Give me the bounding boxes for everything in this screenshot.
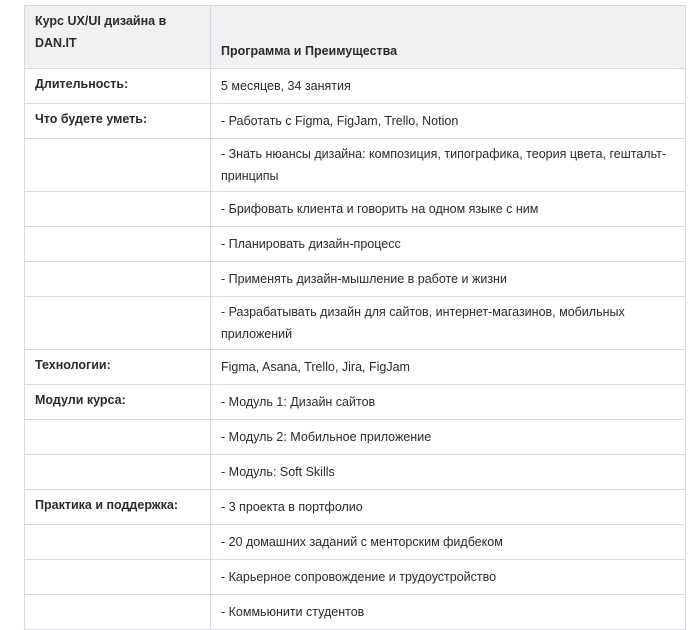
- row-value: - Знать нюансы дизайна: композиция, типографика, теория цвета, гештальт-принципы: [211, 139, 686, 192]
- row-label: Технологии:: [25, 350, 211, 385]
- table-row: [25, 139, 686, 192]
- row-value: - Планировать дизайн-процесс: [211, 227, 686, 262]
- row-value: - Коммьюнити студентов: [211, 595, 686, 630]
- row-label: [25, 420, 211, 455]
- row-label: [25, 297, 211, 350]
- row-label: Длительность:: [25, 69, 211, 104]
- row-label: [25, 455, 211, 490]
- table-row: [25, 385, 686, 420]
- row-value: - 20 домашних заданий с менторским фидбеком: [211, 525, 686, 560]
- row-label: [25, 262, 211, 297]
- row-label: [25, 227, 211, 262]
- row-value: - Работать с Figma, FigJam, Trello, Notion: [211, 104, 686, 139]
- row-value: - Применять дизайн-мышление в работе и жизни: [211, 262, 686, 297]
- row-value: - 3 проекта в портфолио: [211, 490, 686, 525]
- course-table: [24, 5, 686, 630]
- row-label: [25, 139, 211, 192]
- row-value: - Брифовать клиента и говорить на одном языке с ним: [211, 192, 686, 227]
- row-value: - Модуль 1: Дизайн сайтов: [211, 385, 686, 420]
- table-row: [25, 262, 686, 297]
- row-label: Что будете уметь:: [25, 104, 211, 139]
- table-row: [25, 420, 686, 455]
- table-row: [25, 104, 686, 139]
- row-label: [25, 192, 211, 227]
- header-program-title: Программа и Преимущества: [211, 6, 686, 69]
- row-value: 5 месяцев, 34 занятия: [211, 69, 686, 104]
- table-row: [25, 192, 686, 227]
- table-row: [25, 455, 686, 490]
- row-value: - Разрабатывать дизайн для сайтов, интернет-магазинов, мобильных приложений: [211, 297, 686, 350]
- row-value: Figma, Asana, Trello, Jira, FigJam: [211, 350, 686, 385]
- table-row: [25, 525, 686, 560]
- table-row: [25, 227, 686, 262]
- row-label: Практика и поддержка:: [25, 490, 211, 525]
- table-row: [25, 69, 686, 104]
- row-value: - Модуль: Soft Skills: [211, 455, 686, 490]
- row-label: Модули курса:: [25, 385, 211, 420]
- row-value: - Карьерное сопровождение и трудоустройство: [211, 560, 686, 595]
- table-row: [25, 350, 686, 385]
- table-row: [25, 490, 686, 525]
- row-value: - Модуль 2: Мобильное приложение: [211, 420, 686, 455]
- row-label: [25, 595, 211, 630]
- table-header-row: [25, 6, 686, 69]
- course-table-container: [24, 5, 685, 630]
- header-course-title: Курс UX/UI дизайна в DAN.IT: [25, 6, 211, 69]
- row-label: [25, 560, 211, 595]
- table-row: [25, 595, 686, 630]
- row-label: [25, 525, 211, 560]
- table-row: [25, 560, 686, 595]
- table-row: [25, 297, 686, 350]
